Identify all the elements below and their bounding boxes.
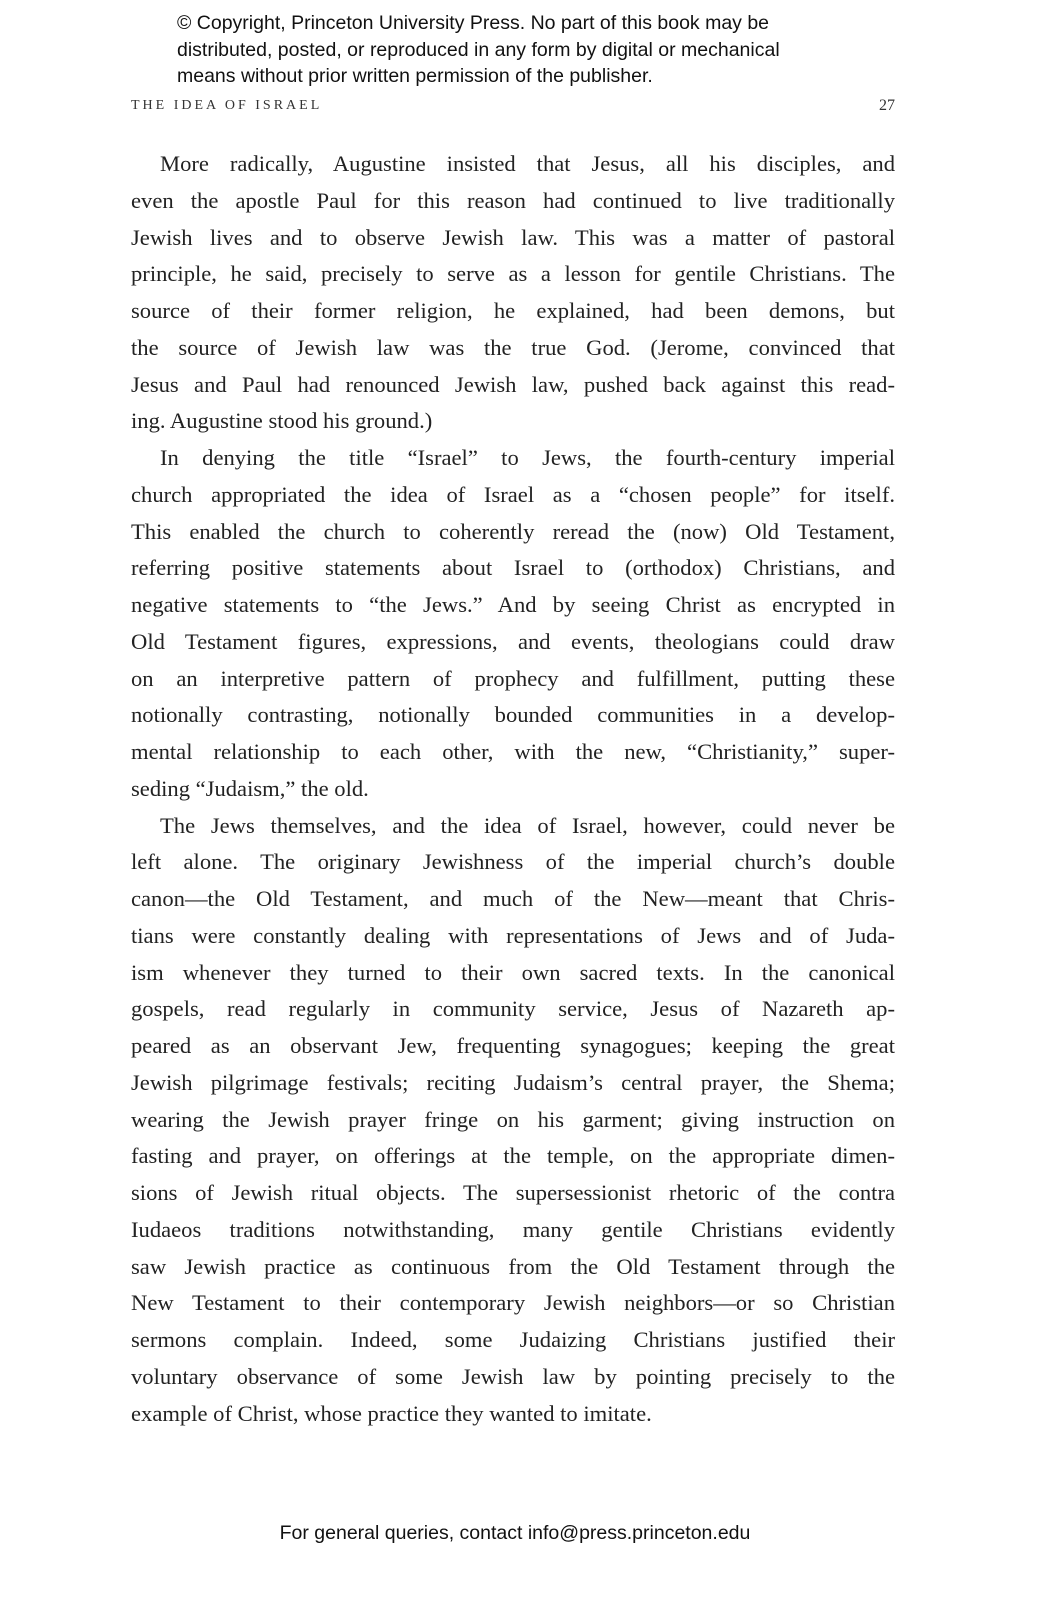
copyright-notice [177, 10, 877, 90]
text-line: the source of Jewish law was the true God. (Jerome, convinced that [131, 334, 895, 360]
text-line: negative statements to “the Jews.” And by seeing Christ as encrypted in [131, 592, 895, 617]
text-line: Jesus and Paul had renounced Jewish law, pushed back against this read- [131, 371, 895, 397]
page-number: 27 [879, 97, 895, 114]
text-line: even the apostle Paul for this reason had continued to live traditionally [131, 187, 895, 213]
text-line: Iudaeos traditions notwithstanding, many gentile Christians evidently [131, 1216, 895, 1242]
text-line: sermons complain. Indeed, some Judaizing Christians justified their [131, 1327, 895, 1352]
running-head: THE IDEA OF ISRAEL [131, 98, 323, 113]
paragraph [131, 808, 895, 1433]
text-line: church appropriated the idea of Israel as a “chosen people” for itself. [131, 481, 895, 507]
text-line: on an interpretive pattern of prophecy and fulfillment, putting these [131, 665, 895, 691]
text-line: Jewish lives and to observe Jewish law. This was a matter of pastoral [131, 224, 895, 250]
body-text [131, 146, 895, 1432]
text-line: principle, he said, precisely to serve as a lesson for gentile Christians. The [131, 261, 895, 287]
text-line: gospels, read regularly in community service, Jesus of Nazareth ap- [131, 996, 895, 1022]
text-line: In denying the title “Israel” to Jews, the fourth-century imperial [160, 445, 895, 470]
copyright-line: distributed, posted, or reproduced in any form by digital or mechanical [177, 38, 780, 61]
text-line: mental relationship to each other, with the new, “Christianity,” super- [131, 739, 895, 764]
text-line: notionally contrasting, notionally bounded communities in a develop- [131, 702, 895, 728]
footer-contact: For general queries, contact info@press.princeton.edu [279, 1522, 751, 1544]
text-line: left alone. The originary Jewishness of the imperial church’s double [131, 849, 895, 875]
paragraph [131, 146, 895, 440]
text-line: Old Testament figures, expressions, and events, theologians could draw [131, 628, 895, 654]
text-line: seding “Judaism,” the old. [131, 775, 369, 801]
copyright-line: © Copyright, Princeton University Press. No part of this book may be [177, 12, 770, 34]
text-line: voluntary observance of some Jewish law by pointing precisely to the [131, 1363, 895, 1389]
text-line: source of their former religion, he explained, had been demons, but [131, 298, 895, 323]
copyright-line: means without prior written permission of the publisher. [177, 65, 653, 87]
text-line: New Testament to their contemporary Jewish neighbors—or so Christian [131, 1290, 895, 1316]
text-line: fasting and prayer, on offerings at the temple, on the appropriate dimen- [131, 1143, 895, 1169]
text-line: tians were constantly dealing with representations of Jews and of Juda- [131, 922, 895, 948]
text-line: ing. Augustine stood his ground.) [131, 408, 433, 434]
text-line: This enabled the church to coherently reread the (now) Old Testament, [131, 518, 895, 544]
text-line: wearing the Jewish prayer fringe on his garment; giving instruction on [131, 1106, 895, 1132]
text-line: canon—the Old Testament, and much of the New—meant that Chris- [131, 886, 895, 911]
text-line: ism whenever they turned to their own sacred texts. In the canonical [131, 959, 895, 985]
text-line: example of Christ, whose practice they wanted to imitate. [131, 1400, 652, 1426]
text-line: Jewish pilgrimage festivals; reciting Judaism’s central prayer, the Shema; [131, 1069, 895, 1095]
text-line: More radically, Augustine insisted that Jesus, all his disciples, and [160, 151, 895, 176]
text-line: The Jews themselves, and the idea of Israel, however, could never be [160, 812, 895, 838]
text-line: peared as an observant Jew, frequenting synagogues; keeping the great [131, 1033, 895, 1058]
text-line: referring positive statements about Israel to (orthodox) Christians, and [131, 555, 895, 581]
text-line: saw Jewish practice as continuous from the Old Testament through the [131, 1253, 895, 1279]
text-line: sions of Jewish ritual objects. The supersessionist rhetoric of the contra [131, 1180, 895, 1205]
paragraph [131, 440, 895, 808]
